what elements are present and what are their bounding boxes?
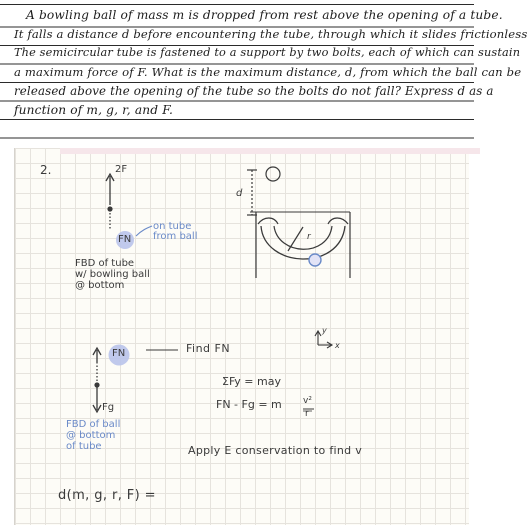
tube-fbd-caption: FBD of tube w/ bowling ball @ bottom [75,258,150,291]
problem-number: 2. [40,163,52,177]
problem-line-6: function of m, g, r, and F. [14,103,173,117]
tube-diagram [247,167,350,278]
tube-normal-label: FN [118,234,132,245]
problem-line-1: A bowling ball of mass m is dropped from rest above the opening of a tube. [26,8,503,22]
tube-normal-annotation: on tube from ball [153,221,198,242]
tube-fbd-point [107,206,112,211]
ball-normal-label: FN [112,348,126,359]
tube-normal-pointer [136,226,152,236]
problem-line-4: a maximum force of F. What is the maximum distance, d, from which the ball can be [14,65,522,79]
ball-fbd-arrows [93,348,101,412]
equation-denominator: r [305,409,309,419]
find-text: Find FN [186,342,231,355]
tube-fbd-arrows [106,174,114,230]
axis-x-label: x [335,341,340,350]
equation-numerator: v² [303,396,312,406]
ball-fbd-point [94,382,99,387]
axis-y-label: y [322,326,327,335]
apply-energy-text: Apply E conservation to find v [188,444,363,457]
final-answer-prompt: d(m, g, r, F) = [58,488,156,503]
problem-line-5: released above the opening of the tube so the bolts do not fall? Express d as a [14,84,494,98]
ball-fbd-caption: FBD of ball @ bottom of tube [66,419,121,452]
tube-force-up-label: 2F [115,164,128,175]
distance-label: d [236,188,243,199]
radius-label: r [307,232,311,242]
equation-newton: ΣFy = may [222,375,281,388]
ball-gravity-label: Fg [102,402,115,413]
equation-forces: FN - Fg = m [216,398,282,411]
ball-in-tube [309,254,321,266]
problem-line-2: It falls a distance d before encountering the tube, through which it slides frictionless [14,27,528,41]
problem-line-3: The semicircular tube is fastened to a support by two bolts, each of which can sustain [14,46,521,59]
